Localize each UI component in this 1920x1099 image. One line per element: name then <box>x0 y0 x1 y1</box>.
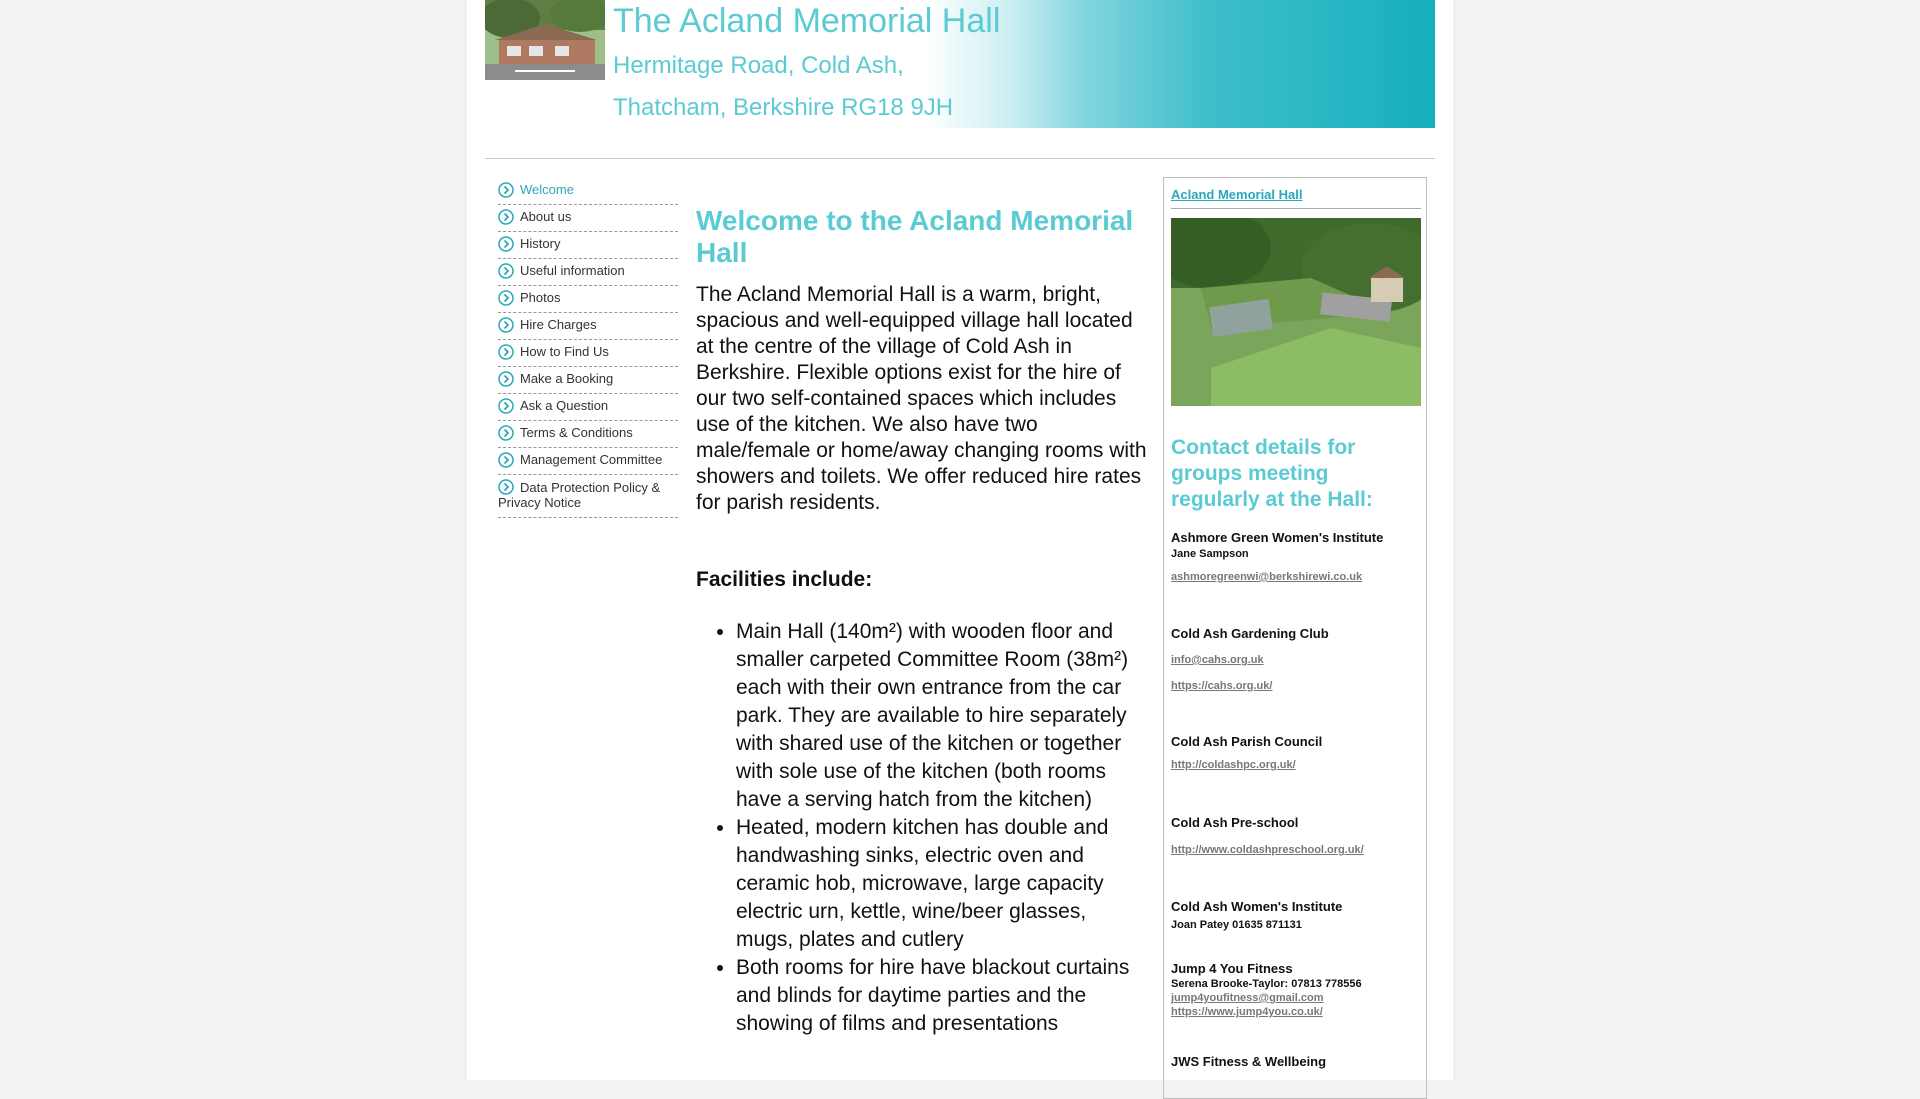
group-contact: Jane Sampson <box>1171 548 1249 560</box>
nav-item-make-a-booking[interactable] <box>498 367 678 394</box>
nav-item-label: Management Committee <box>520 452 663 467</box>
facility-item: • Main Hall (140m²) with wooden floor and smaller carpeted Committee Room (38m²) each with their own entrance from the car park. They are available to hire separately with shared use of the kitchen or together with sole use of the kitchen (both rooms have a serving hatch from the kitchen) <box>736 618 1148 814</box>
chevron-right-circle-icon <box>498 344 514 360</box>
group-email-link[interactable]: ashmoregreenwi@berkshirewi.co.uk <box>1171 571 1363 583</box>
group-name: Ashmore Green Women's Institute <box>1171 530 1384 545</box>
nav-item-photos[interactable] <box>498 286 678 313</box>
group-name: Cold Ash Gardening Club <box>1171 626 1329 641</box>
group-cold-ash-parish-council <box>1171 734 1421 771</box>
nav-item-welcome[interactable] <box>498 178 678 205</box>
facilities-heading: Facilities include: <box>696 568 873 591</box>
nav-item-label: Terms & Conditions <box>520 425 633 440</box>
chevron-right-circle-icon <box>498 263 514 279</box>
group-cold-ash-pre-school <box>1171 815 1421 856</box>
page-heading: Welcome to the Acland Memorial Hall <box>696 205 1134 268</box>
sidebar-panel <box>1163 177 1427 1099</box>
group-website-link[interactable]: https://cahs.org.uk/ <box>1171 680 1273 692</box>
group-email-link[interactable]: info@cahs.org.uk <box>1171 654 1264 666</box>
page-container <box>467 0 1453 1080</box>
nav-item-label: Data Protection Policy & Privacy Notice <box>498 480 661 510</box>
main-content <box>696 205 1148 1038</box>
group-ashmore-green-wi <box>1171 530 1421 583</box>
chevron-right-circle-icon <box>498 317 514 333</box>
sidebar-title-link[interactable]: Acland Memorial Hall <box>1171 187 1421 209</box>
group-name: Cold Ash Women's Institute <box>1171 899 1343 914</box>
group-name: Cold Ash Parish Council <box>1171 734 1323 749</box>
nav-item-how-to-find-us[interactable] <box>498 340 678 367</box>
contacts-heading: Contact details for groups meeting regularly at the Hall: <box>1171 436 1373 511</box>
chevron-right-circle-icon <box>498 479 514 495</box>
nav-item-label: Welcome <box>520 182 574 197</box>
chevron-right-circle-icon <box>498 452 514 468</box>
site-title: The Acland Memorial Hall <box>613 2 1001 40</box>
nav-item-label: Make a Booking <box>520 371 614 386</box>
nav-item-terms-conditions[interactable] <box>498 421 678 448</box>
nav-item-ask-a-question[interactable] <box>498 394 678 421</box>
nav-item-about-us[interactable] <box>498 205 678 232</box>
nav-item-label: Useful information <box>520 263 625 278</box>
aerial-photo <box>1171 218 1421 406</box>
nav-item-label: Hire Charges <box>520 317 597 332</box>
chevron-right-circle-icon <box>498 398 514 414</box>
chevron-right-circle-icon <box>498 182 514 198</box>
group-jump-4-you-fitness <box>1171 961 1421 1018</box>
chevron-right-circle-icon <box>498 236 514 252</box>
nav-item-management-committee[interactable] <box>498 448 678 475</box>
hall-photo-thumbnail <box>485 0 605 80</box>
group-jws-fitness-wellbeing <box>1171 1054 1421 1069</box>
address-line-2: Thatcham, Berkshire RG18 9JH <box>613 94 954 121</box>
group-name: JWS Fitness & Wellbeing <box>1171 1054 1327 1069</box>
facility-item: • Heated, modern kitchen has double and handwashing sinks, electric oven and ceramic hob, microwave, large capacity electric urn, kettle, wine/beer glasses, mugs, plates and cutlery <box>736 814 1148 954</box>
nav-item-label: How to Find Us <box>520 344 609 359</box>
facilities-list <box>696 618 1148 1038</box>
intro-paragraph: The Acland Memorial Hall is a warm, bright, spacious and well-equipped village hall located at the centre of the village of Cold Ash in Berkshire. Flexible options exist for the hire of our two self-contained spaces which includes use of the kitchen. We also have two male/female or home/away changing rooms with showers and toilets. We offer reduced hire rates for parish residents. <box>696 283 1147 514</box>
group-website-link[interactable]: http://coldashpc.org.uk/ <box>1171 759 1296 771</box>
chevron-right-circle-icon <box>498 290 514 306</box>
nav-item-useful-information[interactable] <box>498 259 678 286</box>
nav-item-label: About us <box>520 209 572 224</box>
nav-item-hire-charges[interactable] <box>498 313 678 340</box>
group-website-link[interactable]: http://www.coldashpreschool.org.uk/ <box>1171 844 1364 856</box>
side-navigation <box>498 178 678 518</box>
header-divider <box>485 158 1435 159</box>
group-name: Cold Ash Pre-school <box>1171 815 1299 830</box>
group-cold-ash-gardening-club <box>1171 626 1421 692</box>
group-contact: Joan Patey 01635 871131 <box>1171 919 1302 931</box>
group-email-link[interactable]: jump4youfitness@gmail.com <box>1171 992 1324 1004</box>
chevron-right-circle-icon <box>498 209 514 225</box>
group-name: Jump 4 You Fitness <box>1171 961 1293 976</box>
chevron-right-circle-icon <box>498 425 514 441</box>
group-website-link[interactable]: https://www.jump4you.co.uk/ <box>1171 1006 1323 1018</box>
chevron-right-circle-icon <box>498 371 514 387</box>
facility-item: • Both rooms for hire have blackout curtains and blinds for daytime parties and the showing of films and presentations <box>736 954 1148 1038</box>
nav-item-label: History <box>520 236 561 251</box>
group-cold-ash-wi <box>1171 899 1421 931</box>
nav-item-data-protection-policy[interactable] <box>498 475 678 518</box>
nav-item-history[interactable] <box>498 232 678 259</box>
group-contact: Serena Brooke-Taylor: 07813 778556 <box>1171 978 1362 990</box>
address-line-1: Hermitage Road, Cold Ash, <box>613 52 904 79</box>
nav-item-label: Photos <box>520 290 561 305</box>
nav-item-label: Ask a Question <box>520 398 609 413</box>
